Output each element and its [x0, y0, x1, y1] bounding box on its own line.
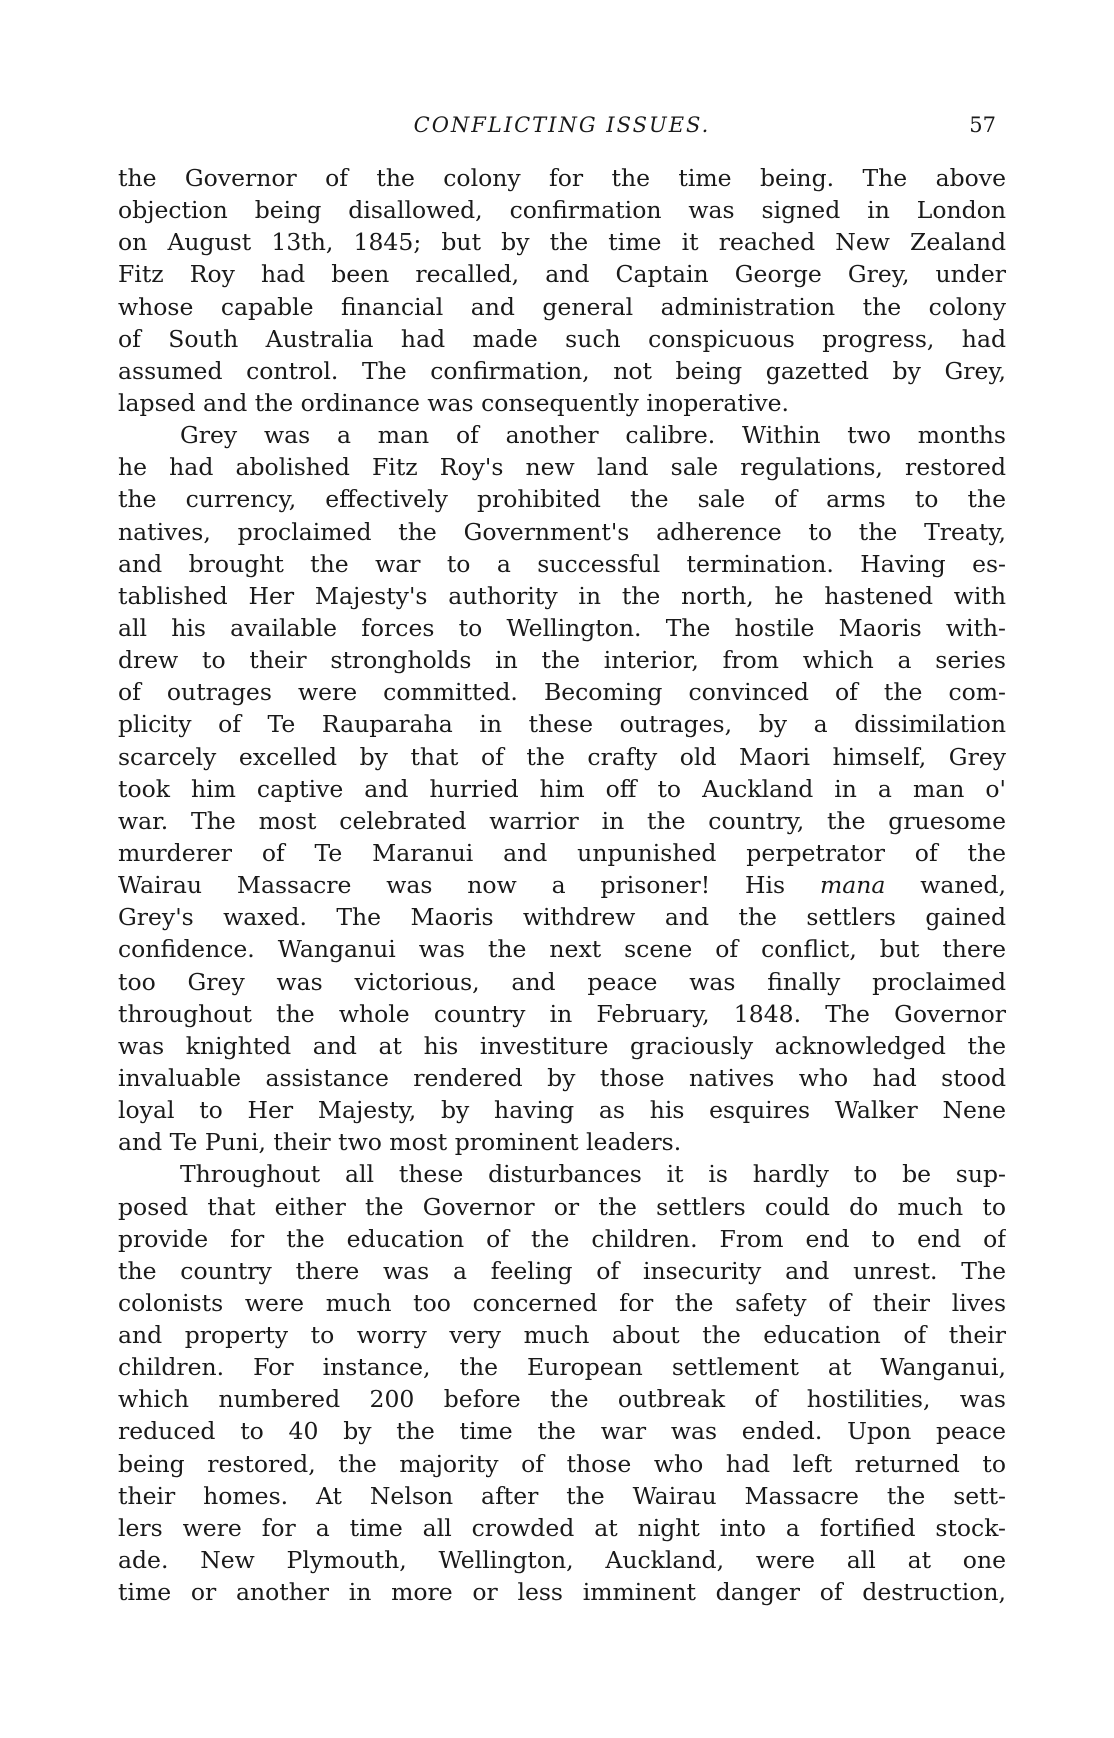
page-number: 57: [969, 113, 996, 137]
text-line: lers were for a time all crowded at night into a fortified stock-: [118, 1513, 1006, 1542]
text-segment: Wairau Massacre was now a prisoner! His: [118, 871, 786, 900]
text-line: scarcely excelled by that of the crafty old Maori himself, Grey: [118, 742, 1006, 771]
paragraph-3: [118, 1158, 1006, 1608]
text-line: he had abolished Fitz Roy's new land sale regulations, restored: [118, 453, 1006, 482]
text-line: all his available forces to Wellington. The hostile Maoris with-: [118, 613, 1006, 642]
text-line: throughout the whole country in February, 1848. The Governor: [118, 999, 1006, 1028]
text-line: assumed control. The confirmation, not being gazetted by Grey,: [118, 356, 1006, 385]
text-line: Grey was a man of another calibre. Within two months: [180, 421, 1006, 450]
text-line: and property to worry very much about the education of their: [118, 1321, 1006, 1350]
text-line: being restored, the majority of those who had left returned to: [118, 1449, 1006, 1478]
text-line: loyal to Her Majesty, by having as his esquires Walker Nene: [118, 1096, 1006, 1125]
text-line: plicity of Te Rauparaha in these outrages, by a dissimilation: [118, 710, 1006, 739]
text-line: too Grey was victorious, and peace was finally proclaimed: [118, 967, 1006, 996]
text-line: natives, proclaimed the Government's adherence to the Treaty,: [118, 517, 1006, 546]
text-line: drew to their strongholds in the interior, from which a series: [118, 646, 1006, 675]
text-line: took him captive and hurried him off to Auckland in a man o': [118, 774, 1006, 803]
paragraph-2: [118, 419, 1006, 1158]
text-line: the currency, effectively prohibited the sale of arms to the: [118, 485, 1006, 514]
paragraph-1: [118, 162, 1006, 419]
text-line: colonists were much too concerned for the safety of their lives: [118, 1288, 1006, 1317]
text-line: the Governor of the colony for the time being. The above: [118, 164, 1006, 192]
text-line: on August 13th, 1845; but by the time it reached New Zealand: [118, 228, 1006, 257]
text-line: of South Australia had made such conspicuous progress, had: [118, 324, 1006, 353]
text-line: ade. New Plymouth, Wellington, Auckland, were all at one: [118, 1546, 1006, 1575]
text-line: Grey's waxed. The Maoris withdrew and the settlers gained: [118, 903, 1006, 932]
running-head: [118, 108, 1006, 142]
text-line: the country there was a feeling of insecurity and unrest. The: [118, 1256, 1006, 1285]
text-line: their homes. At Nelson after the Wairau Massacre the sett-: [118, 1481, 1006, 1510]
text-line: lapsed and the ordinance was consequently inoperative.: [118, 388, 790, 417]
text-line: was knighted and at his investiture graciously acknowledged the: [118, 1031, 1006, 1060]
italic-word: mana: [819, 871, 886, 900]
text-line: whose capable financial and general administration the colony: [118, 292, 1006, 321]
text-line: invaluable assistance rendered by those natives who had stood: [118, 1063, 1006, 1092]
text-line: which numbered 200 before the outbreak of hostilities, was: [118, 1385, 1006, 1414]
text-line: and brought the war to a successful termination. Having es-: [118, 549, 1006, 578]
text-line: time or another in more or less imminent danger of destruction,: [118, 1578, 1006, 1607]
text-line: posed that either the Governor or the settlers could do much to: [118, 1192, 1006, 1221]
text-line: reduced to 40 by the time the war was ended. Upon peace: [118, 1417, 1006, 1446]
text-line: tablished Her Majesty's authority in the north, he hastened with: [118, 581, 1006, 610]
body-text: [118, 162, 1006, 1608]
text-line: Throughout all these disturbances it is hardly to be sup-: [180, 1160, 1006, 1189]
text-line: confidence. Wanganui was the next scene of conflict, but there: [118, 935, 1006, 964]
text-line: Fitz Roy had been recalled, and Captain George Grey, under: [118, 260, 1006, 289]
text-line-with-italic: [118, 869, 1006, 901]
text-line: and Te Puni, their two most prominent leaders.: [118, 1128, 682, 1157]
text-line: of outrages were committed. Becoming convinced of the com-: [118, 678, 1006, 707]
text-line: provide for the education of the children. From end to end of: [118, 1224, 1006, 1253]
text-line: objection being disallowed, confirmation was signed in London: [118, 196, 1006, 225]
text-segment: waned,: [920, 871, 1006, 900]
text-line: war. The most celebrated warrior in the country, the gruesome: [118, 806, 1006, 835]
text-line: murderer of Te Maranui and unpunished perpetrator of the: [118, 838, 1006, 867]
text-line: children. For instance, the European settlement at Wanganui,: [118, 1353, 1006, 1382]
running-title: CONFLICTING ISSUES.: [413, 113, 711, 137]
